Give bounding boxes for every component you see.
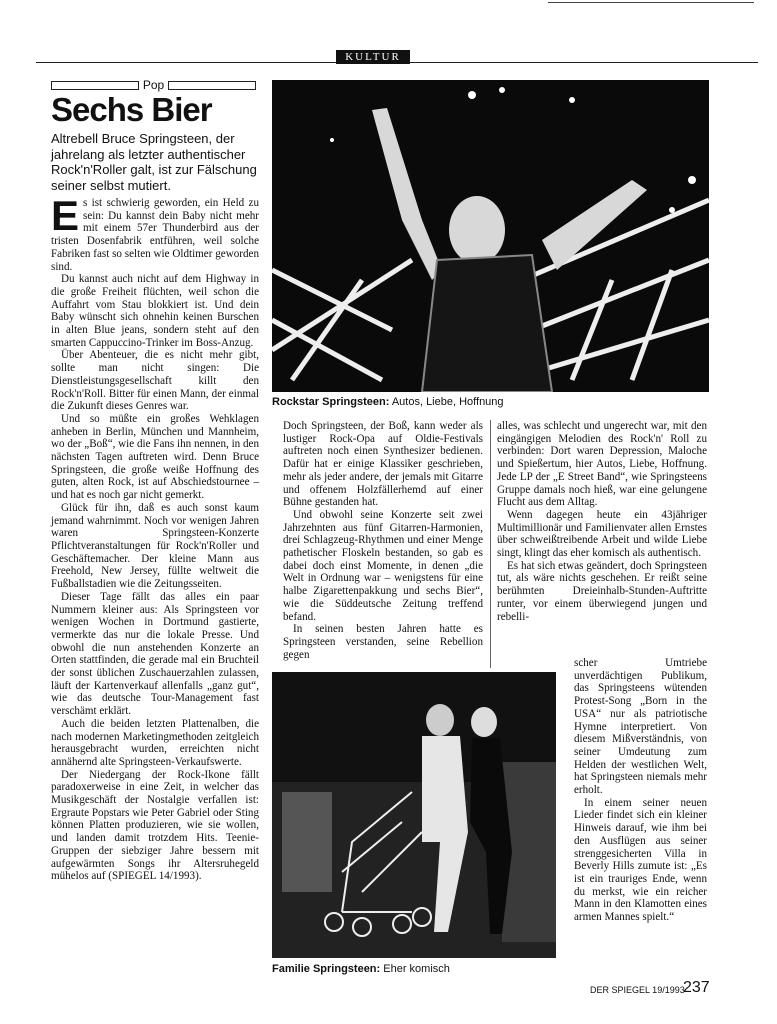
column-2-paragraph: Und obwohl seine Konzerte seit zwei Jahrzehnten aus fünf Gitarren-Harmonien, drei Schlagzeug-Rhythmen und einer Menge pathetischer Floskeln bestanden, so gab es dabei doch einst Momente, in denen „die Welt in Ordnung war – wenigstens für eine halbe Zigarettenpakkung und sechs Bier“, wie die Süddeutsche Zeitung treffend befand. (283, 508, 483, 623)
column-1-paragraph: Und so müßte ein großes Wehklagen anheben in Berlin, München und Mannheim, wo der „Boß“, wie die Fans ihn nennen, in den nächsten Tagen auftreten wird. Denn Bruce Springsteen, die große weiße Hoffnung des guten, alten Rock, ist auf Abschiedstournee – und hat es noch gar nicht gemerkt. (51, 412, 259, 502)
caption-concert: Rockstar Springsteen: Autos, Liebe, Hoffnung (272, 396, 504, 408)
column-1-paragraph: Der Niedergang der Rock-Ikone fällt paradoxerweise in eine Zeit, in welcher das Musikgeschäft der Nostalgie verfallen ist: Ergraute Popstars wie Peter Gabriel oder Sting können Platten produzieren, wie sie wollen, und landen damit trotzdem Hits. Teenie-Gruppen der siebziger Jahre bessern mit aufgewärmten Songs ihr Altersruhegeld mühelos auf (SPIEGEL 14/1993). (51, 768, 259, 883)
top-rule-fragment (548, 2, 754, 3)
page-number: 237 (683, 979, 710, 996)
kicker-bar-right (168, 81, 256, 90)
column-2-paragraph: In seinen besten Jahren hatte es Springsteen verstanden, seine Rebellion gegen (283, 623, 483, 661)
dropcap: E (51, 192, 80, 239)
column-1-paragraph: Glück für ihn, daß es auch sonst kaum jemand wahrnimmt. Noch vor wenigen Jahren waren Springsteen-Konzerte Pflichtveranstaltungen für Rock'n'Roller und Geschäftemacher. Der kleine Mann aus Freehold, New Jersey, füllte weltweit die Fußballstadien wie die Zeitungsseiten. (51, 501, 259, 591)
kicker-text: Pop (142, 78, 165, 92)
column-1-paragraph: Du kannst auch nicht auf dem Highway in die große Freiheit flüchten, weil schon die Auffahrt vom Stau blokkiert ist. Und dein Baby wünscht sich ohnehin keinen Burschen in alten Blue jeans, sondern steht auf den smarten Cappuccino-Trinker im Boss-Anzug. (51, 273, 259, 349)
caption-family: Familie Springsteen: Eher komisch (272, 963, 450, 975)
column-3-paragraph: Wenn dagegen heute ein 43jähriger Multimillionär und Familienvater allen Ernstes über schweißtreibende Arbeit und wilde Liebe singt, klingt das eher komisch als authentisch. (497, 508, 707, 560)
kicker-bar-left (51, 81, 139, 90)
headline: Sechs Bier (51, 91, 212, 128)
column-1-paragraph: Dieser Tage fällt das alles ein paar Nummern kleiner aus: Als Springsteen vor wenigen Wochen in Dortmund gastierte, vermerkte das nur die lokale Presse. Und obwohl die nun anstehenden Konzerte an Orten stattfinden, die gerade mal ein Bruchteil der sonst üblichen Zuschauerzahlen zulassen, läuft der Kartenverkauf allenfalls „ganz gut“, wie das deutsche Tour-Management fast verschämt erklärt. (51, 590, 259, 718)
column-2 (283, 420, 483, 661)
concert-photo (272, 80, 709, 392)
column-2-paragraph: Doch Springsteen, der Boß, kann weder als lustiger Rock-Opa auf Oldie-Festivals auftreten noch einen Synthesizer bedienen. Dafür hat er einige Klassiker geschrieben, mehr als jeder andere, der jemals mit Gitarre und offenem Holzfällerhemd auf einer Bühne gestanden hat. (283, 420, 483, 509)
column-3-paragraph: In einem seiner neuen Lieder findet sich ein kleiner Hinweis darauf, wie ihm bei den Ausflügen aus seiner strenggesicherten Villa in Beverly Hills zumute ist: „Es ist ein trauriges Ende, wenn du merkst, wie ein reicher Mann in den Klamotten eines armen Mannes spielt.“ (574, 796, 707, 924)
column-3-continued (574, 657, 707, 924)
kicker (51, 78, 256, 92)
column-3-paragraph: scher Umtriebe unverdächtigen Publikum, das Springsteens wütenden Protest-Song „Born in the USA“ nur als patriotische Hymne interpretiert. Von diesem Mißverständnis, von seiner Umdeutung zum Helden der westlichen Welt, hat Springsteen niemals mehr erholt. (574, 657, 707, 797)
dek: Altrebell Bruce Springsteen, der jahrelang als letzter authentischer Rock'n'Roller galt, ist zur Fälschung seiner selbst mutiert. (51, 131, 257, 193)
column-1-paragraph: Über Abenteuer, die es nicht mehr gibt, sollte man nicht singen: Die Dienstleistungsgesellschaft killt den Rock'n'Roll. Bitter für einen Mann, der einmal die Zukunft dieses Genres war. (51, 349, 259, 413)
column-3-paragraph: alles, was schlecht und ungerecht war, mit den eingängigen Melodien des Rock'n' Roll zu verbinden: Dort waren Depression, Maloche und Spießertum, hier Autos, Liebe, Hoffnung. Jede LP der „E Street Band“, wie Springsteens Gruppe damals noch hieß, war eine gelungene Flucht aus dem Alltag. (497, 420, 707, 509)
column-1-paragraph: Es ist schwierig geworden, ein Held zu sein: Du kannst dein Baby nicht mehr mit einem 57er Thunderbird aus der tristen Dosenfabrik entführen, weil solche Fabriken fast so selten wie Oldtimer geworden sind. (51, 192, 259, 273)
issue-footer: DER SPIEGEL 19/1993 (590, 985, 685, 995)
column-3-paragraph: Es hat sich etwas geändert, doch Springsteen tut, als wäre nichts geschehen. Er reißt seine berühmten Dreieinhalb-Stunden-Auftritte runter, vor einem überwiegend jungen und rebelli- (497, 559, 707, 623)
column-3 (497, 420, 707, 623)
section-label: KULTUR (336, 50, 410, 64)
family-photo (272, 672, 556, 958)
column-divider (490, 420, 491, 668)
column-1-paragraph: Auch die beiden letzten Plattenalben, die nach modernen Marketingmethoden zeitgleich herausgebracht wurden, erreichten nicht annähernd alte Springsteen-Verkaufswerte. (51, 717, 259, 768)
column-1 (51, 192, 259, 883)
